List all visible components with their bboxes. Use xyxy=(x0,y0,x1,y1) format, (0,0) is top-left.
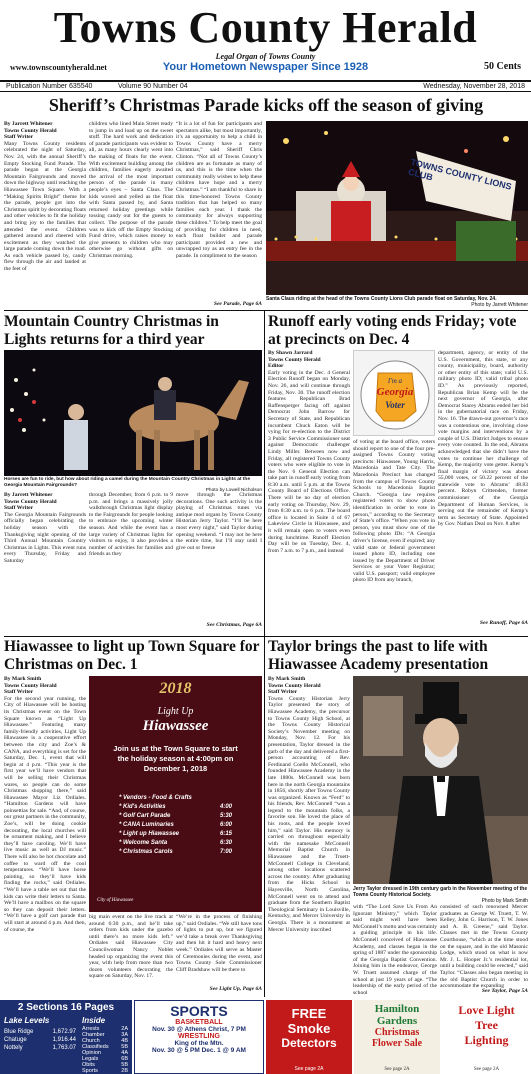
flyer-title-2: Hiawassee xyxy=(142,718,209,734)
runoff-col-1 xyxy=(268,350,350,632)
love-light-box[interactable] xyxy=(442,1000,531,1074)
lead-headline: Sheriff’s Christmas Parade kicks off the season of giving xyxy=(48,95,484,115)
lake-level-row xyxy=(4,1044,76,1052)
sports-wrestling: WRESTLING xyxy=(178,1033,220,1040)
sticker-text-top: I'm a xyxy=(387,377,403,385)
inside-section-page: 4A xyxy=(121,1050,128,1056)
flyer-footer: City of Hiawassee xyxy=(97,898,134,903)
sports-line-1: Nov. 30 @ Athens Christ, 7 PM xyxy=(152,1026,246,1033)
smoke-line-2: Smoke xyxy=(287,1021,331,1036)
lake-levels-list xyxy=(4,1028,76,1052)
vertical-divider-2 xyxy=(264,637,265,997)
sports-line-3: Nov. 30 @ 5 PM Dec. 1 @ 9 AM xyxy=(152,1047,246,1054)
mountain-col-2 xyxy=(89,492,173,632)
smoke-line-3: Detectors xyxy=(281,1036,337,1050)
lead-byline-3: Staff Writer xyxy=(4,134,34,141)
runoff-text-3: department, agency, or entity of the U.S. Government, this state, or any county, municipality, board, authority or other entity of this state; valid U.S. military photo ID; valid tribal photo ID.” As previously reported, Republican Brian Kemp will be the next governor of Georgia, after Democrat Stacey Abrams ended her bid in the gubernatorial race on Friday, Nov. 16. The drawn-out governor’s race was a contentious one, involving close vote margins and interventions by a couple of U.S. District Judges to ensure every vote counted. In the end, Abrams acknowledged that she didn’t have the votes to continue her challenge of Kemp, the majority vote getter. Kemp’s final margin of victory was about 55,000 votes, or 50.22 percent of the statewide vote to Abrams’ 48.83 percent. Robyn Crittenden, former commissioner of the Georgia Department of Human Services, is serving out the remainder of Kemp’s term as Secretary of State. Appointed by Gov. Nathan Deal on Nov. 8 after xyxy=(438,350,528,528)
masthead xyxy=(0,0,531,90)
taylor-photo-credit: Photo by Mark Smith xyxy=(481,898,528,904)
taylor-col-3 xyxy=(440,904,528,996)
taylor-headline: Taylor brings the past to life with Hiawassee Academy presentation xyxy=(268,638,489,673)
hiawassee-byline-2: Towns County Herald xyxy=(4,682,57,689)
divider xyxy=(4,310,528,311)
lead-text-2: children who lined Main Street ready to jump in and load up on the sweet stuff. The hard work and dedication of parade participants was evident to all, as many hours clearly went into the making of floats for the event. With excitement building among the children, families eagerly awaited the arrival of the most important person of the parade in many people’s eyes – Santa Claus. The kids waved and yelled as the float with Santa passed by, and Santa returned holiday greetings while tossing candy out for the guests to collect. The purpose of the parade was to kick off the Empty Stocking Fund drive, which raises money to give presents to children who may otherwise go without gifts on Christmas morning. xyxy=(89,121,173,259)
footer-promos xyxy=(0,1000,531,1074)
flyer-schedule-row xyxy=(119,821,232,830)
lake-name: Nottely xyxy=(4,1045,23,1051)
mountain-byline-3: Staff Writer xyxy=(4,505,34,512)
taylor-byline-3: Staff Writer xyxy=(268,689,298,696)
taylor-photo-svg xyxy=(353,676,528,884)
flyer-schedule-label: * Christmas Carols xyxy=(119,849,173,855)
flyer-schedule-label: * Kid's Activities xyxy=(119,804,166,810)
flyer-title-1: Light Up xyxy=(157,706,194,717)
inside-section-name: Church xyxy=(82,1038,100,1044)
inside-title: Inside xyxy=(82,1016,106,1025)
hiawassee-headline: Hiawassee to light up Town Square for Christmas on Dec. 1 xyxy=(4,638,260,673)
smoke-line-1: FREE xyxy=(291,1006,327,1021)
flyer-schedule xyxy=(119,794,232,857)
flyer-schedule-row xyxy=(119,812,232,821)
inside-section-name: Arrests xyxy=(82,1026,100,1032)
lake-level: 1,672.97 xyxy=(52,1029,76,1035)
lake-levels-title: Lake Levels xyxy=(4,1016,50,1025)
inside-section-page: 6B xyxy=(121,1056,128,1062)
inside-section-page: 4B xyxy=(121,1038,128,1044)
inside-section-page: 2B xyxy=(121,1068,128,1074)
inside-section-name: Sports xyxy=(82,1068,98,1074)
flyer-schedule-time: 4:00 xyxy=(219,804,232,810)
flyer-schedule-time: 5:30 xyxy=(219,813,232,819)
sports-title: SPORTS xyxy=(170,1003,228,1019)
flyer-schedule-row xyxy=(119,848,232,857)
taylor-col-2 xyxy=(353,904,437,996)
mountain-photo-camel xyxy=(4,350,262,476)
info-bar xyxy=(0,80,531,92)
lead-jump[interactable]: See Parade, Page 6A xyxy=(213,301,262,307)
georgia-voter-sticker xyxy=(353,350,435,436)
inside-section-name: Obits xyxy=(82,1062,95,1068)
issue-date: Wednesday, November 28, 2018 xyxy=(423,83,525,90)
inside-row[interactable] xyxy=(82,1068,128,1074)
flyer-schedule-row xyxy=(119,839,232,848)
runoff-text-2: of voting at the board office, voters should report to one of the four pre-assigned Towns County voting precincts: Hiawassee, Young Harris, Macedonia and Tate City. The Macedonia Precinct has changed from the campus of Towns County Schools to Macedonia Baptist Church. “Georgia law requires registered voters to show photo identification in order to vote in person,” according to the Secretary of State’s office. “When you vote in person, you must show one of the following photo IDs: “A Georgia driver’s license, even if expired; any valid state or federal government issued photo ID, including one issued by the Department of Driver Services or your Voter Registrar; valid U.S. passport; valid employee photo ID from any branch, xyxy=(353,439,435,584)
mountain-col-3 xyxy=(176,492,262,632)
taylor-byline-2: Towns County Herald xyxy=(268,682,321,689)
runoff-byline-1: By Shawn Jarrard xyxy=(268,350,313,356)
slogan: Your Hometown Newspaper Since 1928 xyxy=(162,61,369,73)
mountain-col-1 xyxy=(4,492,86,632)
website-url[interactable]: www.townscountyherald.net xyxy=(10,63,107,72)
lake-level-row xyxy=(4,1028,76,1036)
lead-byline-2: Towns County Herald xyxy=(4,127,57,134)
hamilton-line-1: Hamilton xyxy=(374,1003,420,1015)
hamilton-line-3: Christmas xyxy=(374,1027,420,1038)
newspaper-title: Towns County Herald xyxy=(53,3,478,52)
hiawassee-col-1 xyxy=(4,676,86,996)
divider-2 xyxy=(4,636,528,637)
mountain-caption-text: Horses are fun to ride, but how about riding a camel during the Mountain Country Christmas in Lights at the Georgia Mountain Fairgrounds? xyxy=(4,477,250,488)
runoff-byline-3: Editor xyxy=(268,363,284,370)
mountain-headline: Mountain Country Christmas in Lights returns for a third year xyxy=(4,313,219,348)
inside-section-name: Classifieds xyxy=(82,1044,109,1050)
hamilton-gardens-box[interactable] xyxy=(354,1000,440,1074)
lake-level-row xyxy=(4,1036,76,1044)
inside-list xyxy=(82,1026,128,1074)
lead-col-1 xyxy=(4,121,86,309)
hamilton-line-4: Flower Sale xyxy=(371,1038,423,1049)
inside-section-name: Chamber xyxy=(82,1032,105,1038)
flyer-schedule-row xyxy=(119,794,232,803)
runoff-byline-2: Towns County Herald xyxy=(268,356,321,363)
sticker-text-mid: Georgia xyxy=(376,386,414,398)
flyer-year: 2018 xyxy=(159,680,192,697)
mountain-photo-credit: Photo by Lowell Nicholson xyxy=(205,488,262,494)
hiawassee-byline-3: Staff Writer xyxy=(4,689,34,696)
love-page: See page 2A xyxy=(473,1067,500,1072)
sports-line-2: King of the Mtn. xyxy=(174,1040,224,1047)
runoff-text-1: Early voting in the Dec. 4 General Election Runoff began on Monday, Nov. 26, and will continue through Friday, Nov. 30. The runoff election features Republican Brad Raffensperger facing off against Democrat John Barrow for Secretary of State, and Republican incumbent Chuck Eaton will be vying for re-election to the District 3 Public Service Commissioner seat against Democratic challenger Lindy Miller. Between now and Friday, all registered Towns County voters who were eligible to vote in the Nov. 6 General Election can take part in runoff early voting from 8:30 a.m. until 5 p.m. at the Towns County Board of Elections Office. There will be no day of election early voting on Thursday, Nov. 29, from 8:30 a.m. to 6 p.m. The board office is located in Suite 4 of 67 Lakeview Circle in Hiawassee, and it will remain open to voters even during lunchtime. Runoff Election Day will be on Tuesday, Dec. 4, from 7 a.m. to 7 p.m., and instead xyxy=(268,369,350,554)
hiawassee-byline-1: By Mark Smith xyxy=(4,676,42,682)
taylor-col-1 xyxy=(268,676,350,996)
taylor-caption-text: Jerry Taylor dressed in 19th century garb in the November meeting of the Towns County Historical Society. xyxy=(353,886,528,898)
runoff-col-3 xyxy=(438,350,528,632)
vertical-divider xyxy=(264,311,265,636)
mountain-byline-1: By Jarrett Whitener xyxy=(4,492,53,498)
taylor-jump[interactable]: See Taylor, Page 5A xyxy=(481,988,528,994)
hiawassee-col-2 xyxy=(89,914,173,996)
lead-photo-santa-float xyxy=(266,121,528,295)
inside-section-page: 5B xyxy=(121,1062,128,1068)
sticker-text-bottom: Voter xyxy=(385,400,405,410)
volume-number: Volume 90 Number 04 xyxy=(118,83,188,90)
runoff-headline: Runoff early voting ends Friday; vote at precincts on Dec. 4 xyxy=(268,313,517,348)
love-line-3: Lighting xyxy=(464,1033,509,1047)
sports-subtitle: BASKETBALL xyxy=(175,1019,223,1026)
flyer-join-text: Join us at the Town Square to start the holiday season at 4:00pm on December 1, 2018 xyxy=(113,744,238,773)
inside-section-page: 5B xyxy=(121,1044,128,1050)
flyer-schedule-label: * Welcome Santa xyxy=(119,840,168,846)
inside-section-name: Legals xyxy=(82,1056,99,1062)
hiawassee-text-1: For the second year running, the City of Hiawassee will be hosting its Christmas event on the Town Square known as “Light Up Hiawassee.” Featuring many family-friendly activities, Light Up Hiawassee is a cooperative effort between the city and Zoe’s & CANA, and everything is set for the Saturday, Dec. 1, event that will begin at 4 p.m. “This year is the first year we’ll have vendors that will be selling their Christmas wares, so people can do some Christmas shopping there,” said Hiawassee Mayor Liz Ordiales. “Hamilton Gardens will have poinsettias for sale. “And, of course, our great partners in the community, Zoe’s, will be doing cookie decorating, the local churches will be ornament making, and I believe they’ll have caroling. We’ll have live music as well as DJ music.” There will also be hot chocolate and coffee to ward off the cool temperatures. “We’ll have horse painting, so they’ll have kids finding the rocks,” said Ordiales. “We’ll have a table set out that the kids can write their letters to Santa. We’ll have a mailbox on the square so they can deposit their letters. “We’ll have a golf cart parade that will start at around 4 p.m. And then, of course, the xyxy=(4,695,86,933)
lake-name: Blue Ridge xyxy=(4,1029,34,1035)
runoff-jump[interactable]: See Runoff, Page 6A xyxy=(479,620,528,626)
hamilton-line-2: Gardens xyxy=(376,1015,418,1027)
flyer-schedule-label: * Golf Cart Parade xyxy=(119,813,171,819)
lead-text-1: Many Towns County residents celebrated the night of Saturday, Nov. 24, with the annual Sheriff’s Empty Stocking Fund Parade. The parade began at the Georgia Mountain Fairgrounds and moved down the highway until reaching the Hiawassee Town Square. With a “Making Spirits Bright” theme for the parade, people got into the Christmas spirit by decorating floats and other vehicles to fit the holiday and bring joy to the families that attended the event. Children gathered around and cheered with excitement as they watched the large parade coming down the road. As each vehicle passed by, candy flew through the air and landed at the feet of xyxy=(4,140,86,273)
lead-byline-1: By Jarrett Whitener xyxy=(4,121,53,127)
hiawassee-text-2: big main event on the live track at around 6:30 p.m., and he’ll take orders from kids under the gazebo until there’s no more kids left.” Ordiales said Hiawassee City Councilwoman Nancy Noblet headed up organizing the event this year, with help from more than two dozen volunteers decorating the square on Saturday, Nov. 17. xyxy=(89,914,173,980)
mountain-byline-2: Towns County Herald xyxy=(4,498,57,505)
lake-level: 1,763.07 xyxy=(52,1045,76,1051)
hiawassee-col-3 xyxy=(176,914,262,996)
runoff-col-2 xyxy=(353,439,435,632)
love-line-2: Tree xyxy=(475,1018,498,1032)
sections-title: 2 Sections 16 Pages xyxy=(17,1002,115,1013)
flyer-schedule-label: * Vendors - Food & Crafts xyxy=(119,795,192,801)
lake-level: 1,916.44 xyxy=(52,1037,76,1043)
smoke-detectors-box[interactable] xyxy=(266,1000,352,1074)
light-up-hiawassee-flyer xyxy=(89,676,262,912)
smoke-page: See page 2A xyxy=(294,1066,324,1072)
lead-text-3: “It is a lot of fun for participants and spectators alike, but most importantly, it’s an opportunity to help a child in Towns County have a merry Christmas,” said Sheriff Chris Clinton. “Not all of Towns County’s children are as fortunate as many of us, and this is the time when the community really wishes to help these children have hope and a merry Christmas.” “I am thankful to share in this time-honored Towns County tradition that has helped so many families each year. I thank the community for always supporting these children.” To help meet the goal of providing for children in need, each float builder and parade participant provided a new and unwrapped toy as an entry fee in the parade. In compliment to the season xyxy=(176,121,262,259)
love-line-1: Love Light xyxy=(458,1003,515,1017)
mountain-text-3: move through the Christmas decorations. One such activity is the playing of Christmas tunes via antique mod organs by Towns County Historian Jerry Taylor. “I’ll be here most every night,” said Taylor during opening weekend. “I may not be here the entire time, but I’ll stay until I give out or freeze xyxy=(176,492,262,551)
sports-box xyxy=(134,1000,264,1074)
taylor-text-3: consisted of such renowned Mercer graduates as George W. Truett, T. W. Kelley, John G. Harrison, T. W. Jones and A. B. Greene,” said Taylor. Classes met in the Towns County Courthouse, “which at the time stood on the square, and in the old Masonic Lodge, which stood on what is now Mr. J. L. Hooper Jr.’s residential lot, until a building could be erected,” said Taylor. “Classes also began meeting in the old Baptist Church in order to accommodate the expanding xyxy=(440,904,528,988)
taylor-photo xyxy=(353,676,528,884)
lead-col-3 xyxy=(176,121,262,309)
lead-photo-credit: Photo by Jarrett Whitener xyxy=(471,302,528,308)
taylor-text-2: with “The Lord Save Us From An Ignorant Ministry,” which Taylor said might well have been McConnell’s motto and was certainly a guiding principle in his life. McConnell conceived of Hiawassee Academy, and classes began in the spring of 1887 under the sponsorship of the Georgia Baptist Convention. Joining him in the endeavor, George W. Truett assumed charge of the school at just 19 years of age. “The leadership of the early period of the school xyxy=(353,904,437,996)
flyer-schedule-label: * Light up Hiawassee xyxy=(119,831,180,837)
price: 50 Cents xyxy=(484,61,521,72)
lake-name: Chatuge xyxy=(4,1037,27,1043)
hiawassee-jump[interactable]: See Light Up, Page 6A xyxy=(209,986,262,992)
flyer-schedule-time: 6:00 xyxy=(219,822,232,828)
taylor-byline-1: By Mark Smith xyxy=(268,676,306,682)
lead-col-2 xyxy=(89,121,173,309)
taylor-text-1: Towns County Historian Jerry Taylor presented the story of Hiawassee Academy, the precursor to Towns County High School, at the Towns County Historical Society’s November meeting on Monday, Nov. 12. For his presentation, Taylor dressed in the garb of the day and delivered a first-person accounting of Rev. Ferdinand Coello McConnell, who founded Hiawassee Academy in the late 1880s. McConnell was born here in the north Georgia mountains in 1856, shortly after Towns County was organized. Known as “Ferd” to his friends, Rev. McConnell “was a legend to the mountain folks, a favorite son. He loved the place of his roots, and the people loved him,” said Taylor. His memory is carried on throughout especially with the namesake McConnell Memorial Baptist Church in Hiawassee and the Truett-McConnell College in Cleveland, among other locations scattered across the country. After graduating from the Hicks School in Hayesville, North Carolina, McConnell went on to attend and graduate from the Southern Baptist Theological Seminary in Louisville, Kentucky, and Mercer University in Georgia. There is a monument at Mercer University inscribed xyxy=(268,695,350,933)
mountain-photo-svg xyxy=(4,350,262,476)
flyer-schedule-row xyxy=(119,830,232,839)
mountain-text-2: through December, from 6 p.m. to 9 p.m. and brings a massively jolly walkthrough Christmas light display to the Fairgrounds for people looking to embrace the upcoming winter season. And while the event has a large variety of Christmas lights for visitors to enjoy, it also provides a number of activities for families and friends as they xyxy=(89,492,173,558)
lead-caption-text: Santa Claus riding at the head of the Towns County Lions Club parade float on Saturday, Nov. 24. xyxy=(266,296,497,302)
mountain-text-1: The Georgia Mountain Fairgrounds officially began celebrating the holiday season with the Thanksgiving night opening of the Third Annual Mountain Country Christmas in Lights. This event runs every Thursday, Friday and Saturday xyxy=(4,511,86,564)
flyer-schedule-time: 7:00 xyxy=(219,849,232,855)
inside-section-page: 3A xyxy=(121,1032,128,1038)
sections-box xyxy=(0,1000,132,1074)
mountain-jump[interactable]: See Christmas, Page 6A xyxy=(206,622,262,628)
taylor-photo-caption xyxy=(353,886,528,904)
lead-photo-svg xyxy=(266,121,528,295)
inside-section-name: Opinion xyxy=(82,1050,101,1056)
publication-number: Publication Number 635540 xyxy=(6,83,93,90)
hamilton-page: See page 2A xyxy=(384,1067,410,1072)
lead-photo-caption xyxy=(266,296,528,308)
flyer-schedule-row xyxy=(119,803,232,812)
inside-section-page: 2A xyxy=(121,1026,128,1032)
flyer-schedule-label: * CANA Luminaries xyxy=(119,822,174,828)
flyer-schedule-time: 6:30 xyxy=(219,840,232,846)
lions-club-banner: TOWNS COUNTY LIONS CLUB xyxy=(407,157,513,192)
flyer-schedule-time: 6:15 xyxy=(219,831,232,837)
hiawassee-text-3: “We’re in the process of finishing up,” said Ordiales. “We still have tons of lights to put up, but we figured we’d take a break over Thanksgiving and then hit it hard and heavy next week.” Ordiales will serve as Master of Ceremonies during the event, and Towns County Sole Commissioner Cliff Bradshaw will be there to xyxy=(176,914,262,973)
legal-organ-line: Legal Organ of Towns County xyxy=(215,52,316,61)
